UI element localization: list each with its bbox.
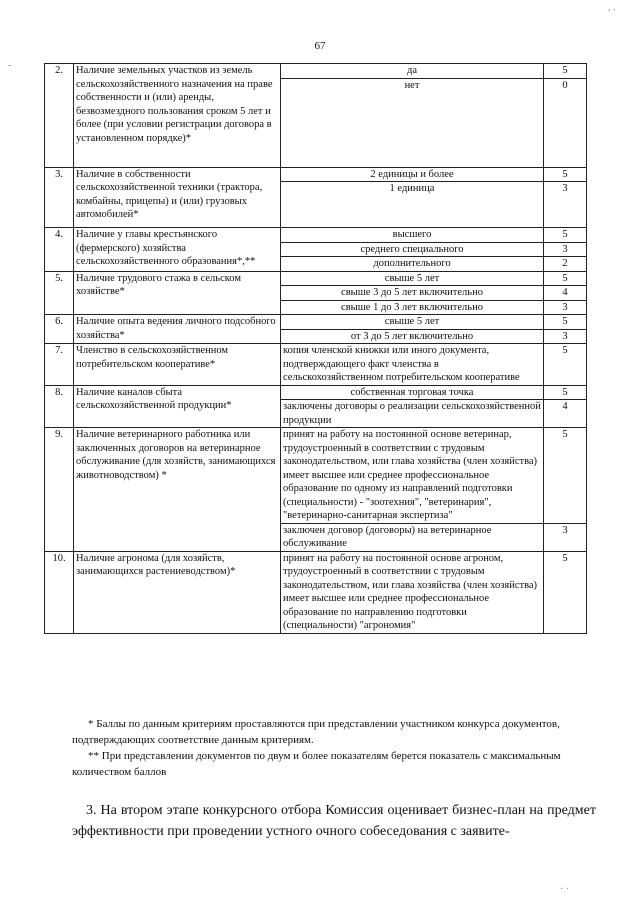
score-value: 3 xyxy=(544,242,587,257)
row-number: 4. xyxy=(45,228,74,272)
table-row xyxy=(45,344,587,386)
score-value: 5 xyxy=(544,551,587,633)
scan-mark: , . xyxy=(608,2,616,13)
table-row xyxy=(45,167,587,182)
table-row xyxy=(45,428,587,524)
criterion-text: Наличие у главы крестьянского (фермерского) хозяйства сельскохозяйственного образования*,** xyxy=(74,228,281,272)
option-text: свыше 5 лет xyxy=(281,315,544,330)
score-value: 5 xyxy=(544,64,587,79)
criterion-text: Наличие опыта ведения личного подсобного хозяйства* xyxy=(74,315,281,344)
option-text: принят на работу на постоянной основе ветеринар, трудоустроенный в соответствии с трудовым законодательством, или глава хозяйства (член хозяйства) имеет высшее или среднее профессиональное образование по одному из направлений подготовки (специальности) - "зоотехния", "ветеринария", "ветеринарно-санитарная экспертиза" xyxy=(281,428,544,524)
score-value: 5 xyxy=(544,228,587,243)
table-row xyxy=(45,228,587,243)
score-value: 3 xyxy=(544,523,587,551)
option-text: 1 единица xyxy=(281,182,544,228)
row-number: 6. xyxy=(45,315,74,344)
option-text: свыше 3 до 5 лет включительно xyxy=(281,286,544,301)
option-text: да xyxy=(281,64,544,79)
table-row xyxy=(45,385,587,400)
option-text: принят на работу на постоянной основе агроном, трудоустроенный в соответствии с трудовым законодательством, или глава хозяйства (член хозяйства) имеет высшее или среднее профессиональное образование по направлению подготовки (специальности) "агрономия" xyxy=(281,551,544,633)
row-number: 5. xyxy=(45,271,74,315)
option-text: высшего xyxy=(281,228,544,243)
score-value: 5 xyxy=(544,167,587,182)
score-value: 3 xyxy=(544,182,587,228)
footnotes xyxy=(72,716,592,780)
table-row xyxy=(45,64,587,79)
table-row xyxy=(45,271,587,286)
score-value: 5 xyxy=(544,428,587,524)
option-text: собственная торговая точка xyxy=(281,385,544,400)
table-row xyxy=(45,551,587,633)
option-text: среднего специального xyxy=(281,242,544,257)
score-value: 4 xyxy=(544,286,587,301)
score-value: 2 xyxy=(544,257,587,272)
score-value: 3 xyxy=(544,300,587,315)
option-text: дополнительного xyxy=(281,257,544,272)
section-paragraph: 3. На втором этапе конкурсного отбора Комиссия оценивает бизнес-план на предмет эффективности при проведении устного очного собеседования с заявите- xyxy=(72,803,596,839)
option-text: свыше 5 лет xyxy=(281,271,544,286)
score-value: 0 xyxy=(544,78,587,167)
page-number: 67 xyxy=(314,40,326,52)
footnote-single-star: * Баллы по данным критериям проставляются при представлении участником конкурса документов, подтверждающих соответствие данным критериям. xyxy=(72,718,560,746)
score-value: 5 xyxy=(544,271,587,286)
criterion-text: Наличие земельных участков из земель сельскохозяйственного назначения на праве собственности и (или) аренды, безвозмездного пользования сроком 5 лет и более (при условии регистрации договора в установленном порядке)* xyxy=(74,64,281,168)
criterion-text: Наличие ветеринарного работника или заключенных договоров на ветеринарное обслуживание (для хозяйств, занимающихся животноводством) * xyxy=(74,428,281,552)
score-value: 4 xyxy=(544,400,587,428)
option-text: заключен договор (договоры) на ветеринарное обслуживание xyxy=(281,523,544,551)
row-number: 10. xyxy=(45,551,74,633)
row-number: 9. xyxy=(45,428,74,552)
scan-mark: - xyxy=(8,60,12,71)
row-number: 7. xyxy=(45,344,74,386)
option-text: копия членской книжки или иного документа, подтверждающего факт членства в сельскохозяйственном потребительском кооперативе xyxy=(281,344,544,386)
criterion-text: Наличие агронома (для хозяйств, занимающихся растениеводством)* xyxy=(74,551,281,633)
option-text: свыше 1 до 3 лет включительно xyxy=(281,300,544,315)
criteria-table xyxy=(44,63,587,634)
scan-mark: · · xyxy=(560,884,570,895)
row-number: 3. xyxy=(45,167,74,228)
table-row xyxy=(45,315,587,330)
score-value: 3 xyxy=(544,329,587,344)
row-number: 2. xyxy=(45,64,74,168)
score-value: 5 xyxy=(544,344,587,386)
option-text: заключены договоры о реализации сельскохозяйственной продукции xyxy=(281,400,544,428)
row-number: 8. xyxy=(45,385,74,428)
criterion-text: Наличие трудового стажа в сельском хозяйстве* xyxy=(74,271,281,315)
score-value: 5 xyxy=(544,385,587,400)
score-value: 5 xyxy=(544,315,587,330)
option-text: 2 единицы и более xyxy=(281,167,544,182)
criterion-text: Наличие каналов сбыта сельскохозяйственной продукции* xyxy=(74,385,281,428)
criterion-text: Наличие в собственности сельскохозяйственной техники (трактора, комбайны, прицепы) и (или) грузовых автомобилей* xyxy=(74,167,281,228)
footnote-double-star: ** При представлении документов по двум и более показателям берется показатель с максимальным количеством баллов xyxy=(72,750,561,778)
option-text: от 3 до 5 лет включительно xyxy=(281,329,544,344)
option-text: нет xyxy=(281,78,544,167)
criterion-text: Членство в сельскохозяйственном потребительском кооперативе* xyxy=(74,344,281,386)
